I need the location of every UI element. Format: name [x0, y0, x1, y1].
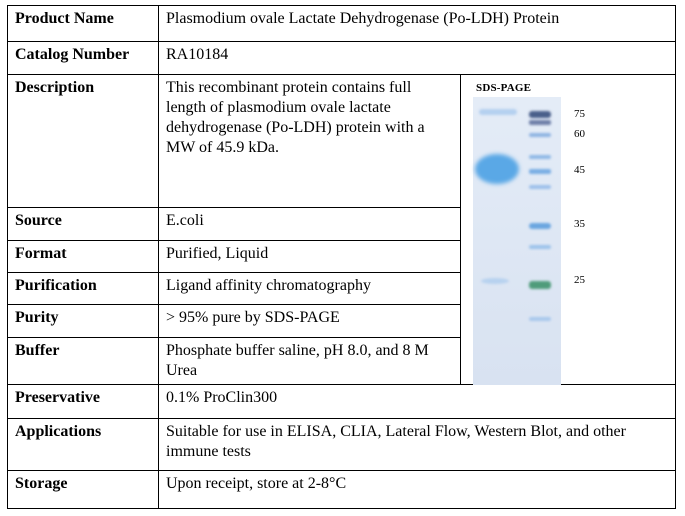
label-applications: Applications [8, 419, 159, 471]
ladder-band-30 [529, 245, 551, 249]
label-description: Description [8, 75, 159, 208]
sds-page-image [461, 75, 675, 384]
value-purity: > 95% pure by SDS-PAGE [159, 305, 461, 338]
ladder-band-25 [529, 281, 551, 289]
ladder-band-60 [529, 133, 551, 137]
value-product-name: Plasmodium ovale Lactate Dehydrogenase (Po-LDH) Protein [159, 6, 676, 42]
value-storage: Upon receipt, store at 2-8°C [159, 471, 676, 509]
row-storage [8, 471, 676, 509]
label-storage: Storage [8, 471, 159, 509]
label-format: Format [8, 241, 159, 273]
mw-marker-35: 35 [574, 218, 585, 230]
ladder-band-35 [529, 223, 551, 229]
ladder-band-70 [529, 120, 551, 125]
mw-marker-45: 45 [574, 164, 585, 176]
label-purification: Purification [8, 273, 159, 305]
sample-band-faint-top [479, 109, 517, 115]
mw-marker-25: 25 [574, 274, 585, 286]
label-buffer: Buffer [8, 338, 159, 385]
row-applications [8, 419, 676, 471]
label-product-name: Product Name [8, 6, 159, 42]
ladder-band-45 [529, 169, 551, 174]
value-source: E.coli [159, 208, 461, 241]
value-catalog-number: RA10184 [159, 42, 676, 75]
sample-band-faint-low [481, 278, 509, 284]
gel-title: SDS-PAGE [476, 82, 532, 94]
ladder-band-20 [529, 317, 551, 321]
value-buffer: Phosphate buffer saline, pH 8.0, and 8 M Urea [159, 338, 461, 385]
gel-background [473, 97, 561, 385]
label-preservative: Preservative [8, 385, 159, 419]
ladder-band-50 [529, 155, 551, 159]
mw-marker-60: 60 [574, 128, 585, 140]
value-format: Purified, Liquid [159, 241, 461, 273]
sample-band-main [475, 154, 519, 184]
label-purity: Purity [8, 305, 159, 338]
gel-graphic [461, 75, 675, 391]
value-applications: Suitable for use in ELISA, CLIA, Lateral Flow, Western Blot, and other immune tests [159, 419, 676, 471]
label-catalog-number: Catalog Number [8, 42, 159, 75]
mw-marker-75: 75 [574, 108, 585, 120]
value-description: This recombinant protein contains full length of plasmodium ovale lactate dehydrogenase (Po-LDH) protein with a MW of 45.9 kDa. [159, 75, 461, 208]
ladder-band-75 [529, 111, 551, 118]
row-catalog-number [8, 42, 676, 75]
value-preservative: 0.1% ProClin300 [159, 385, 676, 419]
ladder-band-40 [529, 185, 551, 189]
row-description [8, 75, 676, 208]
row-product-name [8, 6, 676, 42]
label-source: Source [8, 208, 159, 241]
sds-page-image-cell [461, 75, 676, 385]
product-spec-table [7, 5, 676, 509]
value-purification: Ligand affinity chromatography [159, 273, 461, 305]
